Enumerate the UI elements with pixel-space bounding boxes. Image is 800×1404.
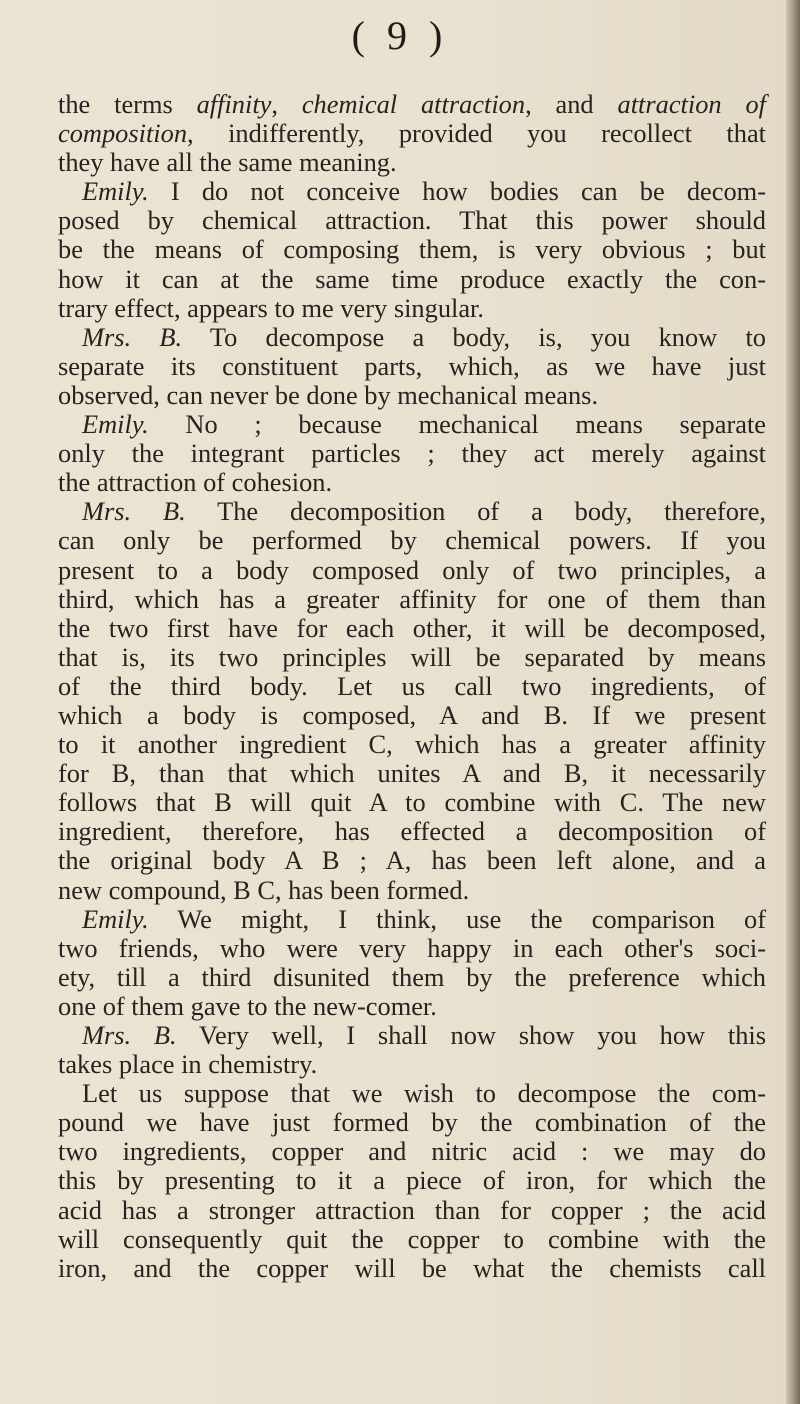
text-segment: iron, and the copper will be what the chemists call [58, 1252, 766, 1283]
text-segment: takes place in chemistry. [58, 1049, 318, 1080]
text-line [58, 323, 766, 352]
text-segment: of the third body. Let us call two ingredients, of [58, 670, 766, 701]
text-line [58, 1108, 766, 1137]
text-segment: present to a body composed only of two principles, a [58, 554, 766, 585]
text-segment: the original body A B ; A, has been left alone, and a [58, 845, 766, 876]
text-line [58, 963, 766, 992]
italic-text: attraction of [617, 89, 766, 119]
text-segment: follows that B will quit A to combine with C. The new [58, 787, 766, 818]
text-line [58, 730, 766, 759]
text-segment: this by presenting to it a piece of iron, for which the [58, 1165, 766, 1196]
text-segment: for B, than that which unites A and B, it necessarily [58, 758, 766, 789]
text-line [58, 556, 766, 585]
text-segment: To decompose a body, is, you know to [182, 321, 766, 352]
italic-text: composition [58, 118, 188, 149]
text-line [58, 177, 766, 206]
text-segment: posed by chemical attraction. That this power should [58, 205, 766, 236]
text-segment: two friends, who were very happy in each other's soci- [58, 932, 766, 963]
text-segment: Very well, I shall now show you how this [176, 1020, 767, 1050]
text-line [58, 846, 766, 875]
text-segment: the two first have for each other, it will be decomposed, [58, 612, 766, 643]
text-segment: ingredient, therefore, has effected a decomposition of [58, 816, 766, 847]
italic-text: Emily. [82, 176, 149, 207]
text-line [58, 905, 766, 934]
text-segment: which a body is composed, A and B. If we present [58, 699, 766, 730]
text-segment: one of them gave to the new-comer. [58, 990, 437, 1021]
text-segment: , and [525, 89, 618, 119]
text-line [58, 1254, 766, 1283]
text-line [58, 614, 766, 643]
italic-text: Emily. [82, 409, 149, 440]
text-line [58, 1021, 766, 1050]
text-segment: No ; because mechanical means separate [148, 409, 766, 440]
text-segment: The decomposition of a body, therefore, [185, 496, 767, 527]
text-segment: be the means of composing them, is very obvious ; but [58, 234, 766, 265]
text-line [58, 410, 766, 439]
text-line [58, 643, 766, 672]
text-line [58, 468, 766, 497]
text-segment: will consequently quit the copper to combine with the [58, 1223, 766, 1254]
text-line [58, 439, 766, 468]
text-segment: I do not conceive how bodies can be decom- [148, 176, 766, 207]
text-line [58, 1166, 766, 1195]
text-segment: pound we have just formed by the combination of the [58, 1107, 766, 1138]
text-line [58, 294, 766, 323]
text-segment: , [271, 89, 302, 119]
text-segment: observed, can never be done by mechanical means. [58, 379, 599, 410]
text-line [58, 497, 766, 526]
text-segment: the attraction of cohesion. [58, 467, 333, 498]
text-segment: how it can at the same time produce exactly the con- [58, 263, 766, 294]
text-segment: acid has a stronger attraction than for copper ; the acid [58, 1194, 766, 1225]
text-line [58, 1050, 766, 1079]
text-line [58, 672, 766, 701]
text-segment: We might, I think, use the comparison of [148, 903, 766, 934]
text-segment: new compound, B C, has been formed. [58, 874, 470, 905]
text-line [58, 119, 766, 148]
text-line [58, 1225, 766, 1254]
italic-text: Mrs. B. [82, 1020, 177, 1050]
page-number: ( 9 ) [351, 13, 449, 58]
text-line [58, 148, 766, 177]
text-line [58, 1137, 766, 1166]
text-segment: they have all the same meaning. [58, 147, 397, 178]
text-line [58, 381, 766, 410]
text-line [58, 585, 766, 614]
text-line [58, 992, 766, 1021]
text-segment: that is, its two principles will be separated by means [58, 641, 766, 672]
text-segment: the terms [58, 89, 197, 119]
italic-text: Mrs. B. [82, 496, 186, 527]
italic-text: chemical attraction [301, 89, 526, 119]
text-line [58, 934, 766, 963]
text-segment: can only be performed by chemical powers. If you [58, 525, 766, 556]
text-segment: Let us suppose that we wish to decompose the com- [82, 1078, 766, 1109]
text-segment: , indifferently, provided you recollect that [187, 118, 766, 149]
text-line [58, 701, 766, 730]
text-line [58, 759, 766, 788]
text-line [58, 1079, 766, 1108]
text-line [58, 206, 766, 235]
body-text [58, 90, 766, 1283]
text-line [58, 1196, 766, 1225]
text-segment: two ingredients, copper and nitric acid : we may do [58, 1136, 766, 1167]
text-segment: trary effect, appears to me very singular. [58, 292, 484, 323]
text-segment: separate its constituent parts, which, as we have just [58, 350, 766, 381]
text-line [58, 876, 766, 905]
page-edge-shadow [786, 0, 800, 1404]
text-line [58, 265, 766, 294]
text-line [58, 352, 766, 381]
text-line [58, 817, 766, 846]
text-segment: third, which has a greater affinity for one of them than [58, 583, 766, 614]
italic-text: Emily. [82, 903, 149, 934]
text-line [58, 90, 766, 119]
text-line [58, 526, 766, 555]
text-segment: ety, till a third disunited them by the preference which [58, 961, 766, 992]
italic-text: affinity [196, 89, 272, 119]
italic-text: Mrs. B. [82, 321, 183, 352]
text-line [58, 788, 766, 817]
text-segment: only the integrant particles ; they act merely against [58, 438, 766, 469]
text-segment: to it another ingredient C, which has a greater affinity [58, 729, 766, 760]
text-line [58, 235, 766, 264]
